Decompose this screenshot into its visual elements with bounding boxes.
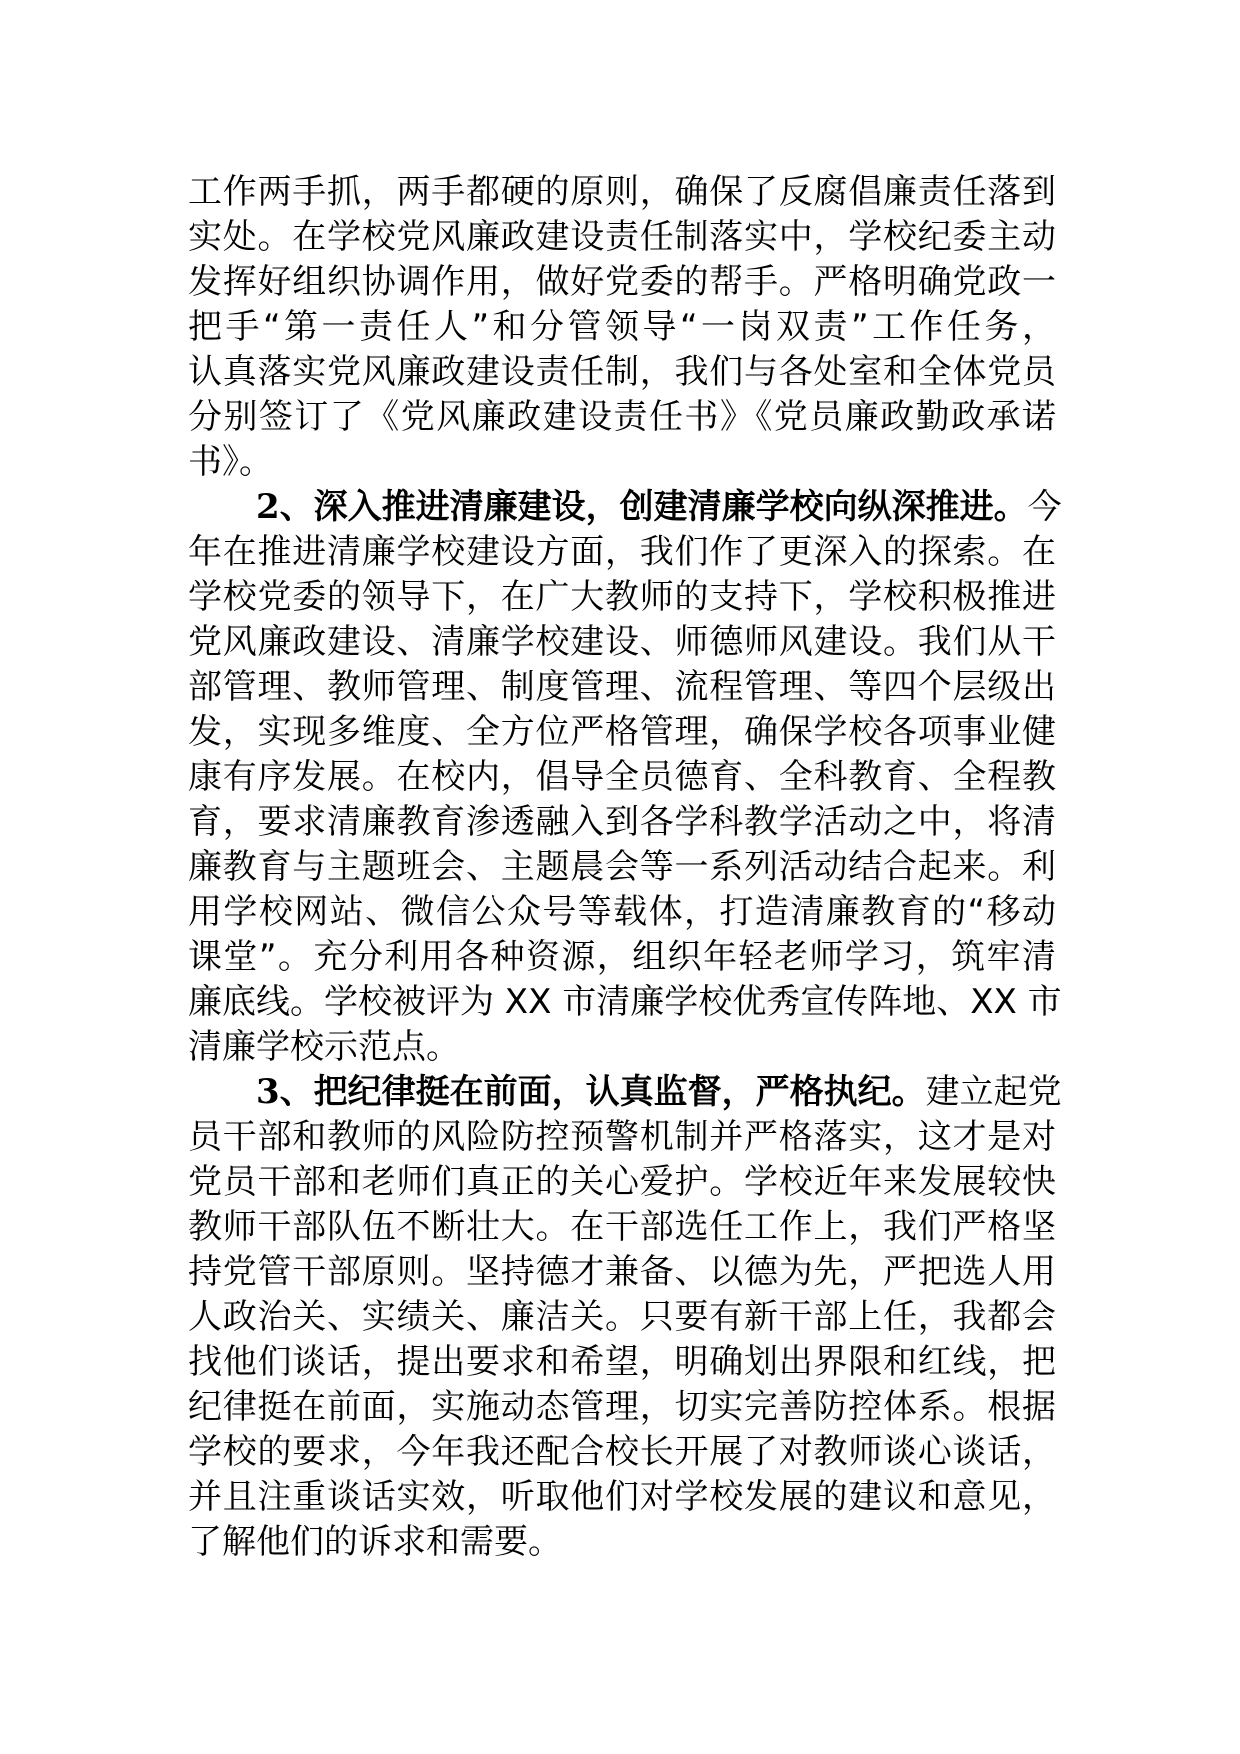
- text-line: 用学校网站、微信公众号等载体，打造清廉教育的“移动: [188, 892, 1056, 932]
- text-line: 人政治关、实绩关、廉洁关。只要有新干部上任，我都会: [188, 1297, 1056, 1337]
- text-line: 党员干部和老师们真正的关心爱护。学校近年来发展较快: [188, 1162, 1056, 1202]
- section-heading-3: 3、把纪律挺在前面，认真监督，严格执纪。: [256, 1072, 926, 1112]
- text-line: 把手“第一责任人”和分管领导“一岗双责”工作任务，: [188, 307, 1056, 347]
- text-line: 认真落实党风廉政建设责任制，我们与各处室和全体党员: [188, 352, 1056, 392]
- text-line: 找他们谈话，提出要求和希望，明确划出界限和红线，把: [188, 1342, 1056, 1382]
- text-line: 工作两手抓，两手都硬的原则，确保了反腐倡廉责任落到: [188, 172, 1056, 212]
- text-line: 持党管干部原则。坚持德才兼备、以德为先，严把选人用: [188, 1252, 1056, 1292]
- first-line-rest: 建立起党: [925, 1072, 1062, 1112]
- paragraph-first-line: [188, 485, 1062, 530]
- section-heading-2: 2、深入推进清廉建设，创建清廉学校向纵深推进。: [256, 487, 1028, 527]
- text-line: 党风廉政建设、清廉学校建设、师德师风建设。我们从干: [188, 622, 1056, 662]
- paragraph-first-line: [188, 1070, 1062, 1115]
- text-line: 分别签订了《党风廉政建设责任书》《党员廉政勤政承诺: [188, 397, 1056, 437]
- text-line: 了解他们的诉求和需要。: [188, 1522, 562, 1562]
- text-line: 发，实现多维度、全方位严格管理，确保学校各项事业健: [188, 712, 1056, 752]
- text-line: 纪律挺在前面，实施动态管理，切实完善防控体系。根据: [188, 1387, 1056, 1427]
- document-body: [188, 170, 1062, 1565]
- text-line: 教师干部队伍不断壮大。在干部选任工作上，我们严格坚: [188, 1207, 1056, 1247]
- text-line: 学校的要求，今年我还配合校长开展了对教师谈心谈话，: [188, 1432, 1056, 1472]
- text-line: 发挥好组织协调作用，做好党委的帮手。严格明确党政一: [188, 262, 1056, 302]
- text-line: 学校党委的领导下，在广大教师的支持下，学校积极推进: [188, 577, 1056, 617]
- text-line: 实处。在学校党风廉政建设责任制落实中，学校纪委主动: [188, 217, 1056, 257]
- paragraph-discipline: [188, 1070, 1062, 1565]
- text-line: 员干部和教师的风险防控预警机制并严格落实，这才是对: [188, 1117, 1056, 1157]
- paragraph-responsibility: [188, 170, 1056, 485]
- text-line: 年在推进清廉学校建设方面，我们作了更深入的探索。在: [188, 532, 1056, 572]
- text-line: 廉底线。学校被评为 XX 市清廉学校优秀宣传阵地、XX 市: [188, 982, 1062, 1022]
- text-line: 清廉学校示范点。: [188, 1027, 460, 1067]
- text-line: 育，要求清廉教育渗透融入到各学科教学活动之中，将清: [188, 802, 1056, 842]
- text-line: 廉教育与主题班会、主题晨会等一系列活动结合起来。利: [188, 847, 1056, 887]
- text-line: 书》。: [188, 442, 273, 482]
- first-line-rest: 今: [1027, 487, 1062, 527]
- text-line: 康有序发展。在校内，倡导全员德育、全科教育、全程教: [188, 757, 1056, 797]
- text-line: 并且注重谈话实效，听取他们对学校发展的建议和意见，: [188, 1477, 1056, 1517]
- paragraph-clean-school: [188, 485, 1062, 1070]
- text-line: 部管理、教师管理、制度管理、流程管理、等四个层级出: [188, 667, 1056, 707]
- text-line: 课堂”。充分利用各种资源，组织年轻老师学习，筑牢清: [188, 937, 1056, 977]
